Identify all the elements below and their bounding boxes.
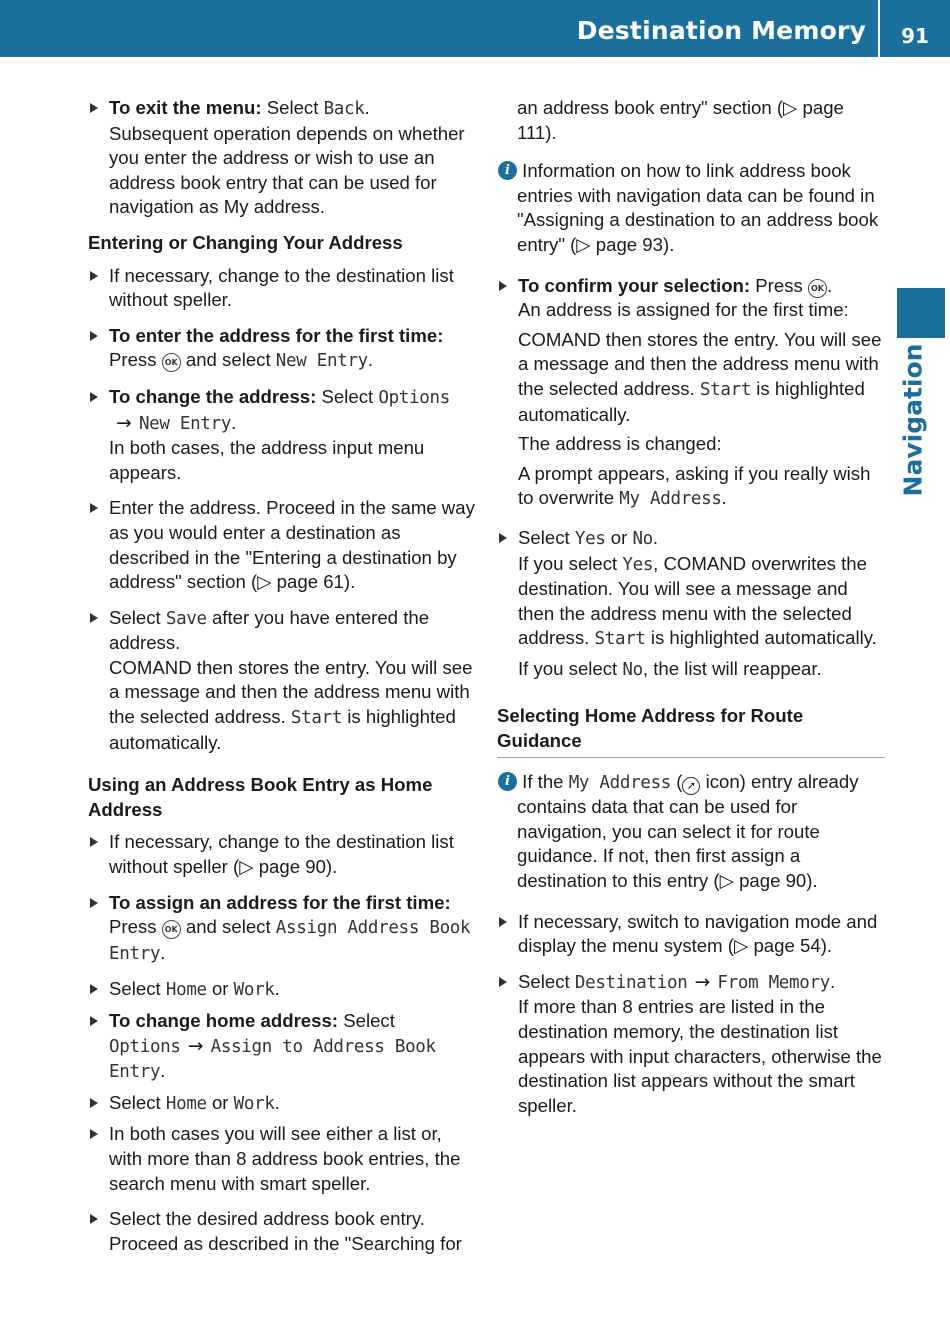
menu-item-my-address: My Address <box>568 772 672 793</box>
step-arrow-icon <box>90 331 98 341</box>
page-header <box>0 0 950 57</box>
text: . <box>652 526 659 548</box>
text: COMAND then stores the entry. You will see a message and then the address menu with the selected address. <box>109 656 473 728</box>
text: COMAND then stores the entry. You will see a message and then the address menu with the selected address. <box>518 328 882 399</box>
menu-item-home: Home <box>165 980 207 1001</box>
text: ( <box>671 770 683 792</box>
step-select-save <box>88 606 480 756</box>
menu-item-new-entry: New Entry <box>275 351 368 372</box>
step-arrow-icon <box>90 271 98 281</box>
page-number: 91 <box>901 24 929 48</box>
step-enter-address <box>88 496 480 594</box>
text: Select <box>109 978 166 1000</box>
step-arrow-icon <box>90 392 98 402</box>
step-arrow-icon <box>90 613 98 623</box>
menu-item-start: Start <box>290 708 343 729</box>
text: Select <box>338 1010 395 1031</box>
step-select-yes-no <box>497 526 885 683</box>
menu-item-yes: Yes <box>622 554 654 575</box>
step-label: To change home address: <box>109 1010 339 1031</box>
text: Subsequent operation depends on whether you enter the address or wish to use an address book entry that can be used for navigation as My address. <box>109 122 465 218</box>
section-heading: Selecting Home Address for Route Guidance <box>497 704 885 757</box>
text: is highlighted automatically. <box>645 627 877 649</box>
page-ref-icon: ▷ <box>719 870 734 892</box>
text: . <box>367 349 374 371</box>
text: , COMAND overwrites the destination. You will see a message and then the address menu with the selected address. <box>518 552 867 649</box>
text: icon) entry already contains data that can be used for navigation, you can select it for route guidance. If not, then first assign a destination to this entry ( <box>517 770 859 892</box>
text: an address book entry" section ( <box>517 97 784 118</box>
info-icon: i <box>498 772 517 791</box>
page-reference: page 90 <box>739 870 807 892</box>
menu-item-work: Work <box>233 1093 275 1114</box>
side-tab-label: Navigation <box>898 343 927 497</box>
text: Select <box>316 385 379 407</box>
text: Press <box>109 916 162 938</box>
step-arrow-icon <box>499 281 507 291</box>
text: ). <box>325 856 338 878</box>
text: Select <box>109 1091 166 1113</box>
menu-item-options: Options <box>378 387 450 408</box>
ok-button-icon: OK <box>162 920 181 939</box>
text: or <box>206 1091 234 1113</box>
text: is highlighted automatically. <box>109 706 456 753</box>
page-reference: page 90 <box>258 856 326 878</box>
text: is highlighted automatically. <box>518 377 865 425</box>
menu-item-work: Work <box>233 980 275 1001</box>
step-assign-first <box>88 891 480 967</box>
page-reference: page 93 <box>595 233 663 255</box>
arrow-icon: → <box>116 412 132 434</box>
info-note <box>497 159 885 257</box>
step-arrow-icon <box>90 898 98 908</box>
text: . <box>160 1060 166 1082</box>
step-arrow-icon <box>90 103 98 113</box>
arrow-icon: → <box>187 1035 204 1057</box>
text: Select <box>109 606 166 628</box>
step-change-list-2 <box>88 830 480 879</box>
continued-text <box>497 96 885 145</box>
step-arrow-icon <box>90 503 98 513</box>
text: ). <box>545 121 557 143</box>
step-label: To change the address: <box>109 385 317 407</box>
step-both-cases <box>88 1122 480 1196</box>
text: If more than 8 entries are listed in the destination memory, the destination list appears with input characters, otherwise the destination list appears without the smart speller. <box>518 996 882 1116</box>
text: If the <box>522 770 569 792</box>
text: and select <box>180 349 276 371</box>
page-ref-icon: ▷ <box>239 856 254 878</box>
text: , the list will reappear. <box>642 657 822 679</box>
left-column <box>88 96 480 1267</box>
step-change-home <box>88 1009 480 1085</box>
text: If you select <box>518 657 623 679</box>
info-icon: i <box>498 161 517 180</box>
text: If necessary, change to the destination list without speller ( <box>109 831 454 878</box>
section-heading: Using an Address Book Entry as Home Address <box>88 774 433 820</box>
text: . <box>830 970 836 992</box>
menu-item-assign-address: Assign to Address Book Entry <box>109 1036 436 1083</box>
text: . <box>364 97 370 118</box>
text: . <box>826 274 833 296</box>
menu-item-destination: Destination <box>574 972 688 993</box>
text: In both cases you will see either a list or, with more than 8 address book entries, the search menu with smart speller. <box>109 1123 461 1194</box>
menu-item-start: Start <box>594 629 646 650</box>
right-column <box>497 96 885 1129</box>
menu-item-home: Home <box>165 1093 207 1114</box>
step-select-home-2 <box>88 1091 480 1117</box>
text: In both cases, the address input menu appears. <box>109 437 425 483</box>
text: . <box>231 411 237 433</box>
side-tab-marker <box>897 288 945 338</box>
ok-button-icon: OK <box>808 279 827 298</box>
menu-item-assign-address: Assign Address Book Entry <box>109 918 471 964</box>
page-ref-icon: ▷ <box>783 97 798 118</box>
text: If necessary, change to the destination list without speller. <box>109 264 454 311</box>
text: Press <box>109 349 162 371</box>
menu-item-save: Save <box>165 608 207 629</box>
step-label: To enter the address for the first time: <box>109 324 444 346</box>
info-note <box>497 770 885 894</box>
section-heading: Entering or Changing Your Address <box>88 231 403 253</box>
page-ref-icon: ▷ <box>257 571 272 593</box>
text: An address is assigned for the first time: <box>518 299 849 321</box>
step-arrow-icon <box>90 984 98 994</box>
text: . <box>274 1091 280 1113</box>
chapter-title: Destination Memory <box>576 16 866 45</box>
step-switch-nav <box>497 910 885 959</box>
step-label: To exit the menu: <box>109 97 262 118</box>
step-arrow-icon <box>90 1214 98 1224</box>
text: Enter the address. Proceed in the same way as you would enter a destination as described in the "Entering a destination by address" section ( <box>109 497 475 593</box>
step-arrow-icon <box>499 977 507 987</box>
text: A prompt appears, asking if you really wish to overwrite <box>518 462 871 509</box>
text: ). <box>343 571 356 593</box>
text: The address is changed: <box>518 433 722 455</box>
page-reference: page 61 <box>276 571 344 593</box>
menu-item-no: No <box>632 528 653 549</box>
step-arrow-icon <box>90 1129 98 1139</box>
step-select-home-1 <box>88 977 480 1003</box>
page-reference: page 54 <box>753 935 821 957</box>
compass-icon: ➚ <box>682 777 700 795</box>
text: Information on how to link address book entries with navigation data can be found in "Assigning a destination to an address book entry" ( <box>517 160 879 255</box>
text: . <box>274 978 280 1000</box>
text: Select the desired address book entry. Proceed as described in the "Searching for <box>109 1208 462 1254</box>
text: Select <box>518 970 575 992</box>
step-change-list <box>88 264 480 313</box>
ok-button-icon: OK <box>162 353 181 372</box>
text: ). <box>820 935 833 957</box>
menu-item-yes: Yes <box>574 528 606 549</box>
text: ). <box>806 870 818 892</box>
menu-item-no: No <box>622 659 643 680</box>
text: after you have entered the address. <box>109 606 430 654</box>
step-confirm <box>497 274 885 512</box>
page-ref-icon: ▷ <box>733 935 749 957</box>
text: ). <box>663 233 675 255</box>
step-arrow-icon <box>499 533 507 543</box>
side-tab <box>880 340 945 500</box>
menu-item-from-memory: From Memory <box>717 972 830 993</box>
page-ref-icon: ▷ <box>576 233 591 255</box>
menu-item-back: Back <box>323 99 365 119</box>
step-exit-menu <box>88 96 480 220</box>
step-arrow-icon <box>90 1016 98 1026</box>
text: If you select <box>518 552 623 574</box>
page-reference: page 111 <box>517 97 844 143</box>
step-arrow-icon <box>90 1098 98 1108</box>
arrow-icon: → <box>694 971 711 993</box>
step-change-address <box>88 385 480 485</box>
menu-item-my-address: My Address <box>619 489 722 510</box>
step-label: To assign an address for the first time: <box>109 891 451 913</box>
text: Select <box>261 97 324 118</box>
text: . <box>721 487 727 509</box>
text: or <box>605 526 633 548</box>
text: . <box>160 941 166 963</box>
text: Press <box>750 274 808 296</box>
text: If necessary, switch to navigation mode and display the menu system ( <box>518 910 878 957</box>
menu-item-start: Start <box>699 379 752 400</box>
step-arrow-icon <box>90 837 98 847</box>
text: and select <box>180 916 276 938</box>
text: or <box>206 978 234 1000</box>
menu-item-options: Options <box>109 1036 181 1057</box>
step-first-time <box>88 324 480 374</box>
step-arrow-icon <box>499 917 507 927</box>
text: Select <box>518 526 575 548</box>
step-select-desired <box>88 1207 480 1256</box>
step-label: To confirm your selection: <box>518 274 751 296</box>
step-select-destination <box>497 970 885 1119</box>
menu-item-new-entry: New Entry <box>138 413 232 434</box>
